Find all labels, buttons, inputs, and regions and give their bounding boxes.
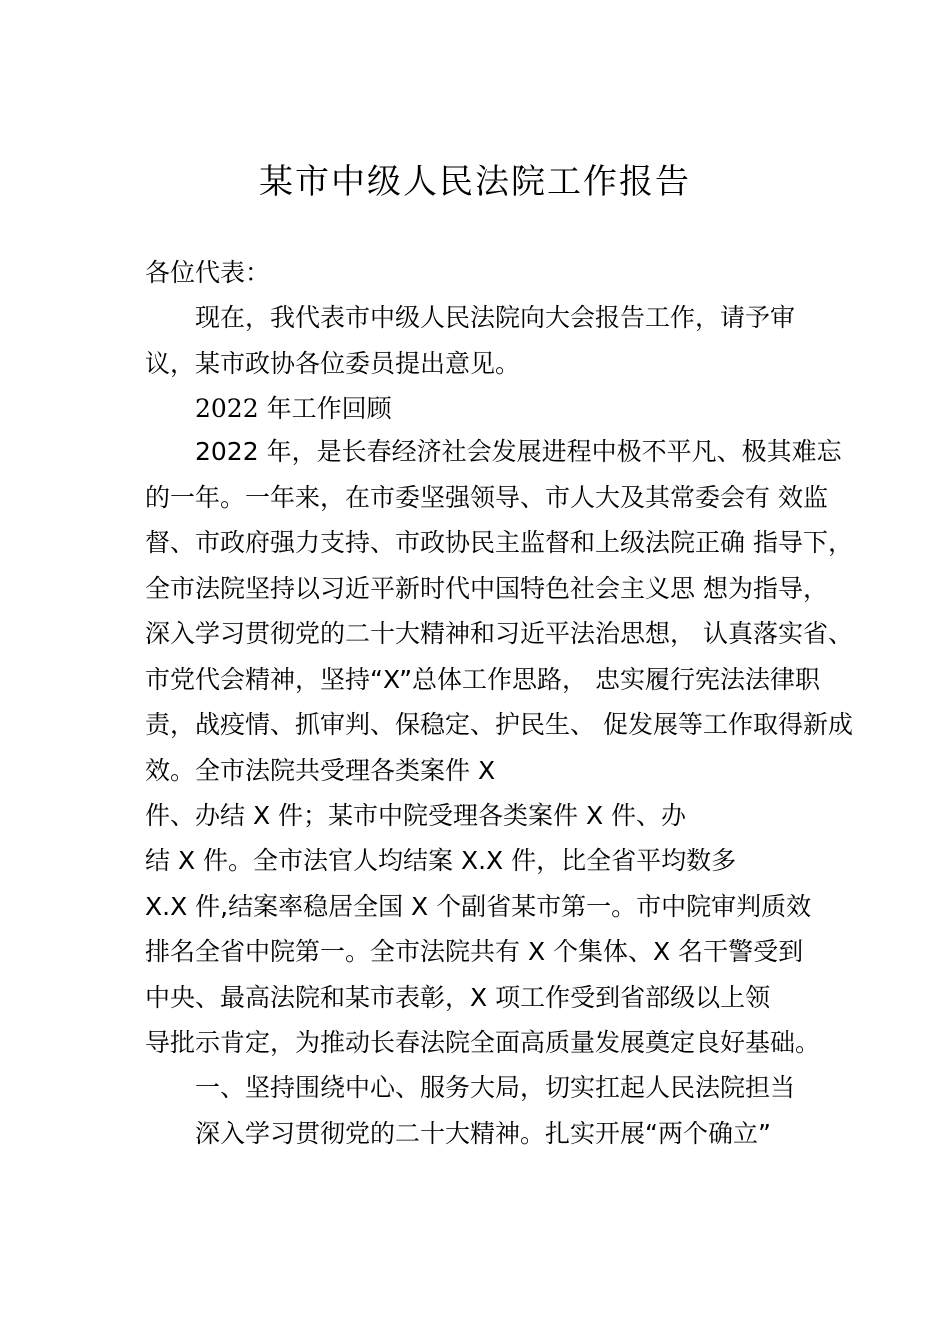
- paragraph-line: 效。全市法院共受理各类案件 X: [145, 756, 496, 785]
- document-title: 某市中级人民法院工作报告: [259, 162, 691, 202]
- paragraph-line: 议，某市政协各位委员提出意见。: [145, 349, 521, 378]
- paragraph-line: 深入学习贯彻党的二十大精神。扎实开展“两个确立”: [195, 1119, 771, 1148]
- section-heading: 2022 年工作回顾: [195, 394, 392, 423]
- paragraph-line: 导批示肯定，为推动长春法院全面高质量发展奠定良好基础。: [145, 1028, 821, 1057]
- paragraph-line: 全市法院坚持以习近平新时代中国特色社会主义思 想为指导，: [145, 574, 828, 603]
- section-heading: 一、坚持围绕中心、服务大局，切实扛起人民法院担当: [195, 1073, 796, 1102]
- paragraph-line: 现在，我代表市中级人民法院向大会报告工作，请予审: [195, 303, 796, 332]
- paragraph-line: 责，战疫情、抓审判、保稳定、护民生、 促发展等工作取得新成: [145, 710, 853, 739]
- paragraph-line: 市党代会精神，坚持“X”总体工作思路， 忠实履行宪法法律职: [145, 665, 820, 694]
- paragraph-line: 件、办结 X 件；某市中院受理各类案件 X 件、办: [145, 801, 687, 830]
- paragraph-line: 的一年。一年来，在市委坚强领导、市人大及其常委会有 效监: [145, 483, 828, 512]
- paragraph-line: 深入学习贯彻党的二十大精神和习近平法治思想， 认真落实省、: [145, 619, 853, 648]
- paragraph-line: 中央、最高法院和某市表彰，X 项工作受到省部级以上领: [145, 983, 771, 1012]
- paragraph-line: 督、市政府强力支持、市政协民主监督和上级法院正确 指导下，: [145, 528, 853, 557]
- salutation: 各位代表：: [145, 258, 271, 287]
- paragraph-line: 2022 年，是长春经济社会发展进程中极不平凡、极其难忘: [195, 437, 842, 466]
- paragraph-line: 结 X 件。全市法官人均结案 X.X 件，比全省平均数多: [145, 846, 737, 875]
- paragraph-line: 排名全省中院第一。全市法院共有 X 个集体、X 名干警受到: [145, 937, 804, 966]
- paragraph-line: X.X 件,结案率稳居全国 X 个副省某市第一。市中院审判质效: [145, 892, 812, 921]
